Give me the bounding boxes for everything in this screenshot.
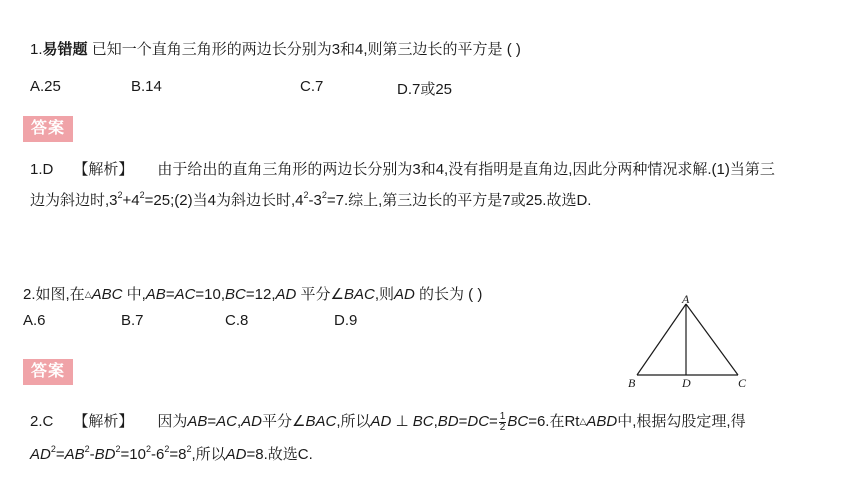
superscript: 2 <box>145 444 151 454</box>
var-abc: ABC <box>91 286 123 303</box>
superscript: 2 <box>186 444 192 454</box>
a2-text: ,所以 <box>336 413 371 430</box>
a2-text: = <box>207 413 217 430</box>
answer-badge-2: 答案 <box>23 359 73 385</box>
fraction-one-half <box>499 412 507 433</box>
answer-1-text-2e: =7.综上,第三边长的平方是7或25.故选D. <box>326 192 592 209</box>
a2-text: , <box>433 413 438 430</box>
q1-option-c: C.7 <box>300 78 324 95</box>
triangle-figure <box>620 290 770 390</box>
q2-text: =10, <box>195 286 226 303</box>
side-ac <box>686 304 738 375</box>
point-label-d: D <box>682 376 691 390</box>
a2-text: - <box>89 446 95 463</box>
var-ad: AD <box>370 413 392 430</box>
q1-option-d: D.7或25 <box>397 81 453 98</box>
a2-text: 平分∠ <box>262 413 306 430</box>
superscript: 2 <box>50 444 56 454</box>
q1-option-a: A.25 <box>30 78 61 95</box>
var-ac: AC <box>174 286 196 303</box>
answer-badge-1: 答案 <box>23 116 73 142</box>
var-bc: BC <box>412 413 434 430</box>
fraction-numerator: 1 <box>499 410 506 422</box>
a2-text: = <box>489 413 498 430</box>
a2-text: , <box>237 413 242 430</box>
a2-text: -6 <box>150 446 165 463</box>
var-ab: AB <box>64 446 85 463</box>
a2-text: ,所以 <box>191 446 226 463</box>
var-ad: AD <box>30 446 51 463</box>
q2-text: ,则 <box>374 286 394 303</box>
error-prone-tag: 易错题 <box>42 41 88 58</box>
q2-option-a: A.6 <box>23 312 46 329</box>
var-abd: ABD <box>586 413 618 430</box>
q2-option-b: B.7 <box>121 312 144 329</box>
fraction-denominator: 2 <box>499 421 506 433</box>
triangle-symbol: △ <box>579 416 587 426</box>
var-ad: AD <box>394 286 415 303</box>
q2-option-c: C.8 <box>225 312 249 329</box>
answer-1-text-1: 由于给出的直角三角形的两边长分别为3和4,没有指明是直角边,因此分两种情况求解.(1)当第三 <box>157 161 775 178</box>
var-ac: AC <box>216 413 237 430</box>
vertex-label-b: B <box>628 376 636 390</box>
a2-text: = <box>458 413 468 430</box>
superscript: 2 <box>139 190 145 200</box>
answer-1-choice: 1.D <box>30 161 54 178</box>
superscript: 2 <box>84 444 90 454</box>
var-ab: AB <box>187 413 208 430</box>
var-ab: AB <box>145 286 166 303</box>
var-bd: BD <box>437 413 459 430</box>
a2-text: =8.故选C. <box>246 446 313 463</box>
triangle-symbol: △ <box>84 289 92 299</box>
q2-option-d: D.9 <box>334 312 358 329</box>
var-bac: BAC <box>305 413 337 430</box>
answer-1-text-2d: -3 <box>308 192 322 209</box>
q2-text: 的长为 ( ) <box>414 286 483 303</box>
q1-option-b: B.14 <box>131 78 162 95</box>
a2-text: =10 <box>120 446 146 463</box>
q2-text: 中, <box>122 286 146 303</box>
var-bc: BC <box>225 286 246 303</box>
var-ad: AD <box>241 413 263 430</box>
question-1-stem: 已知一个直角三角形的两边长分别为3和4,则第三边长的平方是 ( ) <box>87 41 521 58</box>
a2-text: = <box>55 446 65 463</box>
analysis-tag-2: 【解析】 <box>73 413 134 430</box>
analysis-tag-1: 【解析】 <box>73 161 134 178</box>
answer-2-line-2 <box>30 441 313 468</box>
var-dc: DC <box>467 413 490 430</box>
var-bd: BD <box>94 446 116 463</box>
answer-1-line-1 <box>30 156 775 183</box>
q2-text: =12, <box>245 286 276 303</box>
a2-text: 中,根据勾股定理,得 <box>617 413 746 430</box>
a2-text: =8 <box>169 446 187 463</box>
answer-1-line-2 <box>30 187 591 214</box>
var-bc: BC <box>507 413 529 430</box>
perp-symbol: ⊥ <box>391 413 413 430</box>
question-1-number: 1. <box>30 41 43 58</box>
question-2-number: 2.如图,在 <box>23 286 85 303</box>
var-ad: AD <box>225 446 247 463</box>
answer-1-text-2c: =25;(2)当4为斜边长时,4 <box>144 192 304 209</box>
vertex-label-a: A <box>682 292 690 306</box>
answer-2-line-1 <box>30 408 746 435</box>
question-2 <box>23 283 482 304</box>
question-1 <box>30 38 521 59</box>
q2-text: = <box>165 286 175 303</box>
var-bac: BAC <box>343 286 375 303</box>
a2-text: =6.在Rt <box>528 413 580 430</box>
superscript: 2 <box>321 190 327 200</box>
answer-1-text-2b: +4 <box>122 192 140 209</box>
superscript: 2 <box>117 190 123 200</box>
q2-text: 平分∠ <box>296 286 344 303</box>
superscript: 2 <box>115 444 121 454</box>
var-ad: AD <box>275 286 297 303</box>
vertex-label-c: C <box>738 376 747 390</box>
answer-1-text-2a: 边为斜边时,3 <box>30 192 118 209</box>
superscript: 2 <box>303 190 309 200</box>
answer-2-choice: 2.C <box>30 413 54 430</box>
superscript: 2 <box>164 444 170 454</box>
a2-text: 因为 <box>157 413 188 430</box>
side-ab <box>637 304 686 375</box>
